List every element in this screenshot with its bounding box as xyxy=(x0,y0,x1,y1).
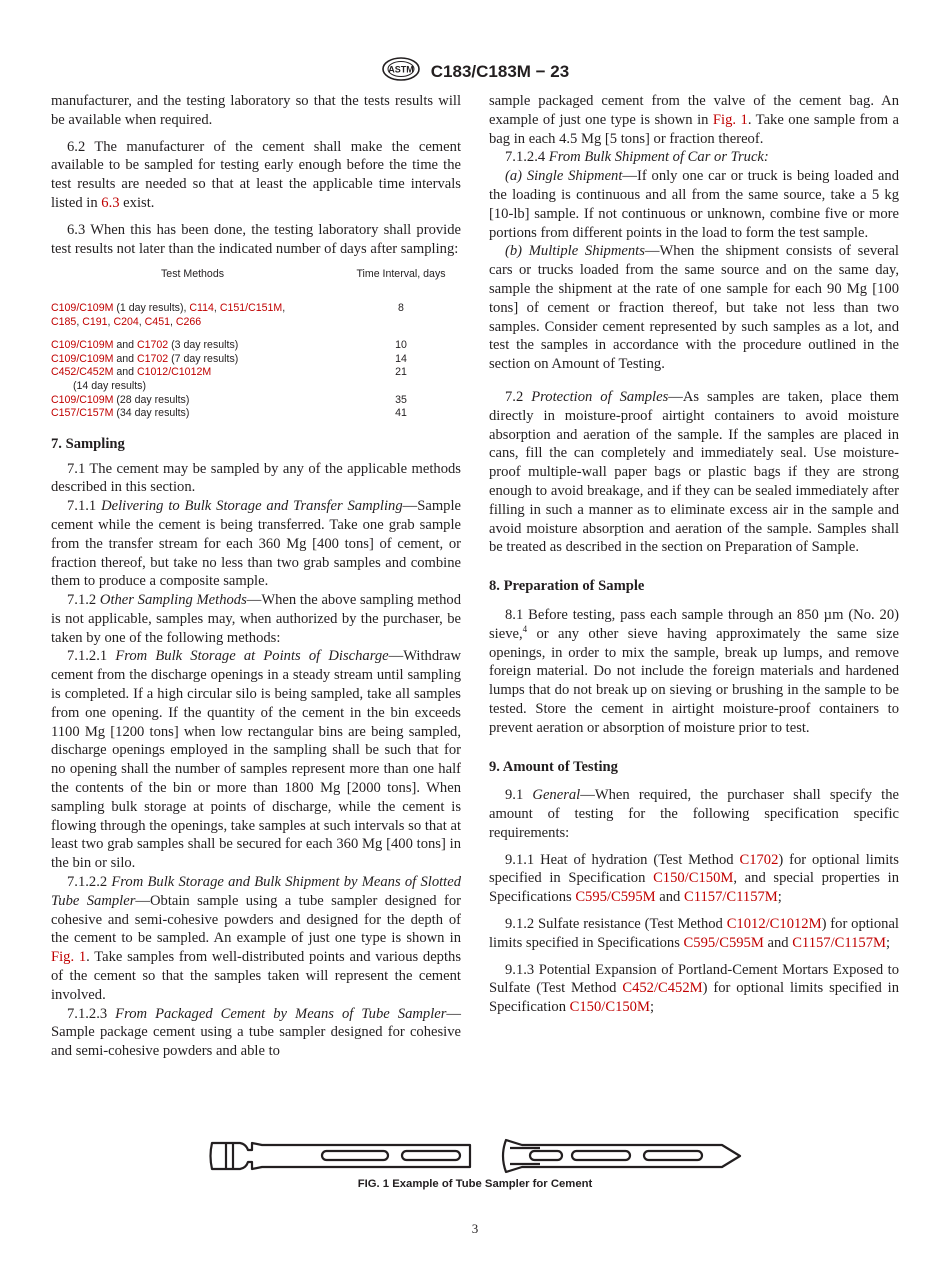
section-heading-7: 7. Sampling xyxy=(51,435,125,452)
figure-1-tube-sampler xyxy=(0,1128,950,1183)
link-c1157[interactable]: C1157/C1157M xyxy=(792,934,886,951)
paragraph-7-1-2-1 xyxy=(51,647,461,873)
table-cell-days: 14 xyxy=(395,352,407,365)
table-header-row xyxy=(51,268,461,302)
text: and xyxy=(113,352,137,365)
text: —When required, the purchaser shall specify the amount of testing for the following specification specific requirements: xyxy=(489,787,899,841)
link-c266[interactable]: C266 xyxy=(175,315,202,328)
link-c109[interactable]: C109/C109M xyxy=(51,301,114,314)
footnote-ref: 4 xyxy=(522,623,528,634)
text: 7.1.2.3 xyxy=(67,1005,116,1022)
table-cell-days: 10 xyxy=(395,339,407,352)
text: and xyxy=(113,366,137,379)
tube-sampler-left xyxy=(211,1143,471,1169)
text: , xyxy=(138,315,145,328)
text: , xyxy=(213,301,220,314)
paragraph-7-2 xyxy=(489,388,899,557)
paragraph-7-1-2-3 xyxy=(51,1005,461,1061)
text: 7.1.2.2 xyxy=(67,874,112,891)
paragraph-continuation: manufacturer, and the testing laboratory so that the tests results will be available when required. xyxy=(51,93,461,128)
text: ; xyxy=(777,889,782,906)
text: (7 day results) xyxy=(168,352,239,365)
table-cell-methods xyxy=(51,366,341,380)
text: —Withdraw cement from the discharge openings in a steady stream until sampling is completed. If a high circular silo is being sampled, take all samples from one opening. If the quantity of the cement in the bin exceeds 1100 Mg [1200 tons] when low rectangular bins are being sampled, discharge openings employed in the sampling shall be such that for no opening shall the number of samples represent more than one half the contents of the bin or more than 1800 Mg [2000 tons]. When sampling bulk storage at points of discharge, while the cement is flowing through the openings, take samples at such intervals so that at least two grab samples shall be secured for each 360 Mg [400 tons] in the bin or silo. xyxy=(51,648,461,872)
link-c595[interactable]: C595/C595M xyxy=(575,889,656,906)
link-c452[interactable]: C452/C452M xyxy=(51,366,114,379)
paragraph-7-1-2 xyxy=(51,591,461,647)
italic-title: From Bulk Storage at Points of Discharge xyxy=(115,648,389,665)
link-c150[interactable]: C150/C150M xyxy=(569,999,650,1016)
paragraph-9-1-3 xyxy=(489,961,899,1017)
astm-logo-icon xyxy=(381,56,421,87)
paragraph-9-1-2 xyxy=(489,915,899,953)
link-c204[interactable]: C204 xyxy=(113,315,139,328)
link-c109[interactable]: C109/C109M xyxy=(51,339,114,352)
text: 7.1.2.1 xyxy=(67,648,116,665)
link-fig-1[interactable]: Fig. 1 xyxy=(712,111,748,128)
text: ) for optional limits specified in Specifications xyxy=(489,916,899,951)
link-c157[interactable]: C157/C157M xyxy=(51,407,114,420)
table-row xyxy=(51,353,461,367)
left-column xyxy=(51,92,461,1061)
link-c109[interactable]: C109/C109M xyxy=(51,393,114,406)
figure-caption: FIG. 1 Example of Tube Sampler for Cement xyxy=(357,1178,593,1190)
text: ; xyxy=(649,999,654,1016)
italic-title: General xyxy=(532,787,581,804)
text: ) for optional limits specified in Specification xyxy=(489,851,899,887)
text: —As samples are taken, place them directly in moisture-proof airtight containers to avoid moisture absorption and aeration of the sample. If the samples are placed in cans, fill the can completely and immediately seal. Use moisture-proof multiple-wall paper bags or plastic bags if they are strong enough to avoid breakage, and if they can be sealed immediately after filling in such a manner as to eliminate excess air in the sample and avoid moisture absorption and aeration of the sample. Samples shall be treated as described in the section on Preparation of Sample. xyxy=(489,388,900,556)
text: (3 day results) xyxy=(168,339,239,352)
text: . Take samples from well-distributed points and various depths of the cement so that the samples taken will represent the cement involved. xyxy=(51,949,462,1003)
text: sample packaged cement from the valve of the cement bag. An example of just one type is shown in xyxy=(489,93,899,128)
text: 7.1.2 xyxy=(67,592,100,609)
text: —Sample package cement using a tube sampler designed for cohesive and semi-cohesive powders and able to xyxy=(51,1005,462,1060)
text: ; xyxy=(886,934,891,951)
link-c451[interactable]: C451 xyxy=(144,315,170,328)
section-heading-8: 8. Preparation of Sample xyxy=(489,578,645,595)
link-c1702[interactable]: C1702 xyxy=(136,339,169,352)
link-c1012[interactable]: C1012/C1012M xyxy=(726,916,822,933)
paragraph-7-1-1 xyxy=(51,497,461,591)
text: —When the shipment consists of several cars or trucks loaded from the same source and on the same day, sample the shipment at the rate of one sample for each 90 Mg [100 tons] of cement or fraction thereof, but take not less than two samples. Consider cement represented by such samples as a lot, and test the samples in accordance with the procedure outlined in the section on Amount of Testing. xyxy=(489,243,899,373)
text: , and special properties in Specifications xyxy=(489,870,899,906)
text: —When the above sampling method is not applicable, samples may, when authorized by the purchaser, be taken by one of the following methods: xyxy=(51,592,461,646)
paragraph-8-1 xyxy=(489,606,899,738)
text: and xyxy=(655,889,684,906)
text: 9.1.3 Potential Expansion of Portland-Cement Mortars Exposed to Sulfate (Test Method xyxy=(489,961,899,997)
text: 6.2 The manufacturer of the cement shall make the cement available to be sampled for testing early enough before the time the test results are needed so that at least the applicable time intervals listed in xyxy=(51,138,461,211)
table-cell-methods xyxy=(51,302,341,329)
italic-title: From Bulk Shipment of Car or Truck: xyxy=(548,149,769,166)
table-row xyxy=(51,394,461,408)
text: , xyxy=(107,315,114,328)
paragraph-7-1-2-2 xyxy=(51,873,461,1005)
paragraph-7-1: 7.1 The cement may be sampled by any of the applicable methods described in this section. xyxy=(51,460,461,496)
table-row xyxy=(51,302,461,329)
text: 8.1 Before testing, pass each sample through an 850 µm (No. 20) sieve, xyxy=(489,606,899,642)
link-c191[interactable]: C191 xyxy=(82,315,108,328)
italic-title: Delivering to Bulk Storage and Transfer Sampling xyxy=(101,498,403,515)
link-c1157[interactable]: C1157/C1157M xyxy=(683,889,778,906)
text: 9.1 xyxy=(505,787,533,804)
table-row xyxy=(51,339,461,353)
paragraph-continuation xyxy=(489,92,899,148)
link-c1012[interactable]: C1012/C1012M xyxy=(136,366,212,379)
table-header-test-methods: Test Methods xyxy=(161,268,225,281)
table-cell-methods xyxy=(51,339,341,353)
text: , xyxy=(282,301,286,314)
table-cell-methods xyxy=(51,353,341,367)
italic-title: Other Sampling Methods xyxy=(99,592,247,609)
link-c185[interactable]: C185 xyxy=(51,315,77,328)
text: —Obtain sample using a tube sampler designed for cohesive and semi-cohesive powders and designed for the depth of the cement to be sampled. An example of just one type is shown in xyxy=(51,892,461,947)
link-c1702[interactable]: C1702 xyxy=(739,851,779,868)
page-number: 3 xyxy=(471,1221,479,1236)
astm-logo-text: ASTM xyxy=(388,64,414,75)
paragraph-9-1-1 xyxy=(489,851,899,907)
link-c109[interactable]: C109/C109M xyxy=(51,352,114,365)
link-fig-1[interactable]: Fig. 1 xyxy=(51,949,87,966)
link-c1702[interactable]: C1702 xyxy=(136,352,169,365)
table-cell-methods-sub: (14 day results) xyxy=(73,379,147,392)
text: —If only one car or truck is being loaded and the loading is continuous and all from the same source, take a 5 kg [10-lb] sample. If not continuous or unknown, combine five or more portions from different points in the load to form the test sample. xyxy=(489,168,899,241)
text: , xyxy=(76,315,83,328)
right-column xyxy=(489,92,899,1017)
text: 9.1.1 Heat of hydration (Test Method xyxy=(505,851,740,868)
text: 7.1.2.4 xyxy=(505,149,549,166)
text: —Sample cement while the cement is being transferred. Take one grab sample from the transfer stream for each 360 Mg [400 tons] of cement, or fraction thereof, but take no less than two grab samples and combine them to produce a composite sample. xyxy=(51,498,462,590)
table-cell-days: 41 xyxy=(395,407,407,420)
text: (28 day results) xyxy=(113,393,190,406)
table-cell-days: 8 xyxy=(398,301,404,314)
text: or any other sieve having approximately the same size openings, in order to mix the sample, break up lumps, and remove foreign material. Do not include the foreign materials and hardened lumps that do not break up on sieving or brushing in the sample to be tested. Store the cement in airtight moisture-proof containers to prevent aeration or absorption of moisture prior to test. xyxy=(489,625,899,736)
section-heading-9: 9. Amount of Testing xyxy=(489,758,618,775)
document-code: C183/C183M − 23 xyxy=(430,61,570,81)
italic-title: Protection of Samples xyxy=(531,388,669,405)
text: exist. xyxy=(119,194,155,211)
table-cell-days: 21 xyxy=(395,366,407,379)
paragraph-6-2 xyxy=(51,138,461,213)
link-c150[interactable]: C150/C150M xyxy=(653,870,734,887)
table-row xyxy=(51,366,461,380)
time-interval-table xyxy=(51,268,461,420)
text: 9.1.2 Sulfate resistance (Test Method xyxy=(505,916,727,933)
paragraph-9-1 xyxy=(489,786,899,842)
text: 7.2 xyxy=(505,388,532,405)
paragraph-single-shipment xyxy=(489,167,899,242)
table-header-time-interval: Time Interval, days xyxy=(356,268,446,281)
tube-sampler-right xyxy=(503,1140,740,1172)
table-cell-days: 35 xyxy=(395,393,407,406)
link-c151[interactable]: C151/C151M xyxy=(219,301,283,314)
text: (1 day results), xyxy=(113,301,190,314)
link-c114[interactable]: C114 xyxy=(189,301,214,314)
text: and xyxy=(763,934,793,951)
link-6-3[interactable]: 6.3 xyxy=(101,194,120,211)
text: , xyxy=(169,315,176,328)
paragraph-7-1-2-4 xyxy=(489,148,899,167)
table-row xyxy=(51,407,461,421)
text: . Take one sample from a bag in each 4.5 Mg [5 tons] or fraction thereof. xyxy=(489,111,899,147)
italic-title: (b) Multiple Shipments xyxy=(505,243,645,260)
text: ) for optional limits specified in Specification xyxy=(489,980,899,1016)
paragraph-6-3: 6.3 When this has been done, the testing laboratory shall provide test results not later than the indicated number of days after sampling: xyxy=(51,221,461,257)
paragraph-multiple-shipments xyxy=(489,242,899,374)
table-cell-methods xyxy=(51,394,341,408)
text: (34 day results) xyxy=(113,407,190,420)
tube-sampler-drawing xyxy=(0,1128,950,1178)
table-row xyxy=(51,380,461,394)
table-cell-methods xyxy=(51,407,341,421)
page-header xyxy=(0,56,950,87)
text: and xyxy=(113,339,137,352)
italic-title: (a) Single Shipment xyxy=(505,168,623,185)
italic-title: From Bulk Storage and Bulk Shipment by Means of Slotted Tube Sampler xyxy=(51,874,461,909)
text: 7.1.1 xyxy=(67,498,102,515)
link-c452[interactable]: C452/C452M xyxy=(622,980,703,997)
italic-title: From Packaged Cement by Means of Tube Sampler xyxy=(115,1005,447,1022)
link-c595[interactable]: C595/C595M xyxy=(683,934,764,951)
